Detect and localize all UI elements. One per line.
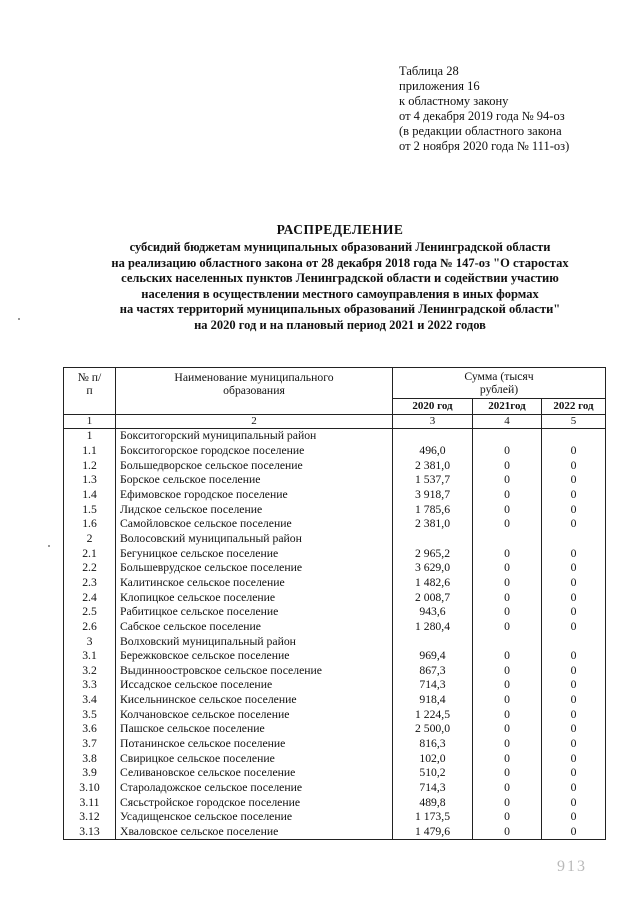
municipality-name: Сясьстройское городское поселение — [116, 795, 393, 810]
municipality-name: Выдинноостровское сельское поселение — [116, 664, 393, 679]
table-row — [64, 620, 606, 635]
table-body — [64, 429, 606, 840]
amount-2021: 0 — [473, 517, 542, 532]
amount-2021: 0 — [473, 810, 542, 825]
amount-2022 — [542, 532, 606, 547]
amount-2021: 0 — [473, 737, 542, 752]
row-number: 1.6 — [64, 517, 116, 532]
amount-2021 — [473, 634, 542, 649]
amount-2020: 1 479,6 — [393, 825, 473, 840]
page-number-stamp: 913 — [557, 858, 587, 875]
amount-2022: 0 — [542, 781, 606, 796]
row-number: 3.3 — [64, 678, 116, 693]
amount-2021: 0 — [473, 664, 542, 679]
table-row — [64, 590, 606, 605]
amount-2021: 0 — [473, 795, 542, 810]
municipality-name: Борское сельское поселение — [116, 473, 393, 488]
row-number: 2 — [64, 532, 116, 547]
amount-2020: 2 500,0 — [393, 722, 473, 737]
year-header: 2021год — [473, 398, 542, 414]
amount-2021: 0 — [473, 576, 542, 591]
amount-2022: 0 — [542, 605, 606, 620]
municipality-name: Волховский муниципальный район — [116, 634, 393, 649]
col-number-label: № п/п — [77, 371, 102, 397]
amount-2020: 918,4 — [393, 693, 473, 708]
amount-2022: 0 — [542, 517, 606, 532]
appendix-line: к областному закону — [399, 94, 509, 108]
amount-2021: 0 — [473, 678, 542, 693]
amount-2022: 0 — [542, 664, 606, 679]
row-number: 3.8 — [64, 751, 116, 766]
table-row — [64, 693, 606, 708]
amount-2022: 0 — [542, 825, 606, 840]
amount-2021: 0 — [473, 546, 542, 561]
amount-2020: 3 629,0 — [393, 561, 473, 576]
table-row — [64, 737, 606, 752]
amount-2021: 0 — [473, 561, 542, 576]
amount-2020 — [393, 634, 473, 649]
amount-2020: 2 381,0 — [393, 517, 473, 532]
amount-2020: 969,4 — [393, 649, 473, 664]
row-number: 2.4 — [64, 590, 116, 605]
amount-2022: 0 — [542, 444, 606, 459]
amount-2020: 867,3 — [393, 664, 473, 679]
table-row — [64, 576, 606, 591]
row-number: 3.9 — [64, 766, 116, 781]
table-row — [64, 517, 606, 532]
amount-2022: 0 — [542, 502, 606, 517]
document-title — [60, 222, 620, 333]
table-row — [64, 458, 606, 473]
row-number: 3.12 — [64, 810, 116, 825]
amount-2020: 1 280,4 — [393, 620, 473, 635]
title-line: на 2020 год и на плановый период 2021 и 2022 годов — [194, 317, 486, 332]
amount-2022 — [542, 634, 606, 649]
row-number: 3.6 — [64, 722, 116, 737]
municipality-name: Большеврудское сельское поселение — [116, 561, 393, 576]
amount-2022: 0 — [542, 693, 606, 708]
amount-2020: 2 965,2 — [393, 546, 473, 561]
municipality-name: Ефимовское городское поселение — [116, 488, 393, 503]
amount-2021: 0 — [473, 751, 542, 766]
municipality-name: Усадищенское сельское поселение — [116, 810, 393, 825]
table-row — [64, 664, 606, 679]
amount-2020: 2 008,7 — [393, 590, 473, 605]
amount-2020: 1 537,7 — [393, 473, 473, 488]
municipality-name: Свирицкое сельское поселение — [116, 751, 393, 766]
col-number-header — [64, 368, 116, 415]
amount-2020: 3 918,7 — [393, 488, 473, 503]
amount-2022: 0 — [542, 795, 606, 810]
amount-2021: 0 — [473, 781, 542, 796]
appendix-line: приложения 16 — [399, 79, 480, 93]
table-header — [64, 368, 606, 429]
table-row — [64, 751, 606, 766]
row-number: 3.7 — [64, 737, 116, 752]
appendix-line: от 4 декабря 2019 года № 94-оз — [399, 109, 565, 123]
municipality-name: Клопицкое сельское поселение — [116, 590, 393, 605]
municipality-name: Бокситогорский муниципальный район — [116, 429, 393, 444]
table-row — [64, 546, 606, 561]
table-row — [64, 605, 606, 620]
row-number: 2.1 — [64, 546, 116, 561]
amount-2022: 0 — [542, 707, 606, 722]
row-number: 1 — [64, 429, 116, 444]
amount-2020 — [393, 532, 473, 547]
row-number: 3.5 — [64, 707, 116, 722]
amount-2022: 0 — [542, 561, 606, 576]
municipality-name: Староладожское сельское поселение — [116, 781, 393, 796]
amount-2021: 0 — [473, 707, 542, 722]
amount-2021: 0 — [473, 722, 542, 737]
column-index: 1 — [64, 415, 116, 429]
amount-2022: 0 — [542, 473, 606, 488]
title-line: субсидий бюджетам муниципальных образований Ленинградской области — [129, 240, 551, 254]
amount-2022: 0 — [542, 751, 606, 766]
amount-2021: 0 — [473, 825, 542, 840]
municipality-name: Сабское сельское поселение — [116, 620, 393, 635]
table-row — [64, 444, 606, 459]
column-index: 4 — [473, 415, 542, 429]
amount-2021: 0 — [473, 590, 542, 605]
amount-2020: 510,2 — [393, 766, 473, 781]
municipality-name: Хваловское сельское поселение — [116, 825, 393, 840]
amount-2021 — [473, 429, 542, 444]
table-row — [64, 781, 606, 796]
row-number: 3.11 — [64, 795, 116, 810]
amount-2020: 1 173,5 — [393, 810, 473, 825]
amount-2022 — [542, 429, 606, 444]
title-line: сельских населенных пунктов Ленинградской области и содействии участию — [121, 271, 559, 285]
scan-speck — [48, 545, 50, 547]
column-index: 2 — [116, 415, 393, 429]
amount-2020: 943,6 — [393, 605, 473, 620]
table-row — [64, 473, 606, 488]
table-row — [64, 722, 606, 737]
row-number: 2.3 — [64, 576, 116, 591]
amount-2021: 0 — [473, 488, 542, 503]
municipality-name: Бегуницкое сельское поселение — [116, 546, 393, 561]
amount-2020: 714,3 — [393, 678, 473, 693]
col-sum-header — [393, 368, 606, 399]
col-name-label: Наименование муниципального образования — [174, 371, 334, 397]
row-number: 1.1 — [64, 444, 116, 459]
title-line: на частях территорий муниципальных образований Ленинградской области" — [119, 302, 561, 316]
amount-2021: 0 — [473, 649, 542, 664]
amount-2022: 0 — [542, 649, 606, 664]
municipality-name: Рабитицкое сельское поселение — [116, 605, 393, 620]
table-row — [64, 429, 606, 444]
amount-2021: 0 — [473, 473, 542, 488]
amount-2022: 0 — [542, 546, 606, 561]
scan-speck — [18, 318, 20, 320]
amount-2020: 714,3 — [393, 781, 473, 796]
municipality-name: Большедворское сельское поселение — [116, 458, 393, 473]
subsidy-table — [63, 367, 606, 840]
appendix-line: Таблица 28 — [399, 64, 459, 78]
amount-2022: 0 — [542, 620, 606, 635]
amount-2022: 0 — [542, 576, 606, 591]
title-line: на реализацию областного закона от 28 декабря 2018 года № 147-оз "О старостах — [111, 255, 569, 270]
table-row — [64, 634, 606, 649]
row-number: 2.5 — [64, 605, 116, 620]
amount-2020 — [393, 429, 473, 444]
municipality-name: Калитинское сельское поселение — [116, 576, 393, 591]
amount-2021: 0 — [473, 444, 542, 459]
municipality-name: Потанинское сельское поселение — [116, 737, 393, 752]
amount-2021: 0 — [473, 502, 542, 517]
column-index: 3 — [393, 415, 473, 429]
row-number: 3.10 — [64, 781, 116, 796]
table-row — [64, 810, 606, 825]
appendix-line: (в редакции областного закона — [399, 124, 562, 138]
row-number: 1.4 — [64, 488, 116, 503]
municipality-name: Кисельнинское сельское поселение — [116, 693, 393, 708]
appendix-reference — [399, 64, 569, 154]
table-row — [64, 825, 606, 840]
amount-2022: 0 — [542, 766, 606, 781]
table-row — [64, 561, 606, 576]
amount-2022: 0 — [542, 488, 606, 503]
amount-2022: 0 — [542, 722, 606, 737]
municipality-name: Пашское сельское поселение — [116, 722, 393, 737]
appendix-line: от 2 ноября 2020 года № 111-оз) — [399, 139, 570, 153]
municipality-name: Волосовский муниципальный район — [116, 532, 393, 547]
row-number: 1.3 — [64, 473, 116, 488]
amount-2020: 496,0 — [393, 444, 473, 459]
amount-2022: 0 — [542, 590, 606, 605]
amount-2020: 2 381,0 — [393, 458, 473, 473]
amount-2020: 1 224,5 — [393, 707, 473, 722]
municipality-name: Самойловское сельское поселение — [116, 517, 393, 532]
title-heading: РАСПРЕДЕЛЕНИЕ — [276, 222, 404, 237]
amount-2022: 0 — [542, 458, 606, 473]
row-number: 3.4 — [64, 693, 116, 708]
amount-2020: 816,3 — [393, 737, 473, 752]
row-number: 2.6 — [64, 620, 116, 635]
table-row — [64, 707, 606, 722]
amount-2020: 489,8 — [393, 795, 473, 810]
title-line: населения в осуществлении местного самоуправления в иных формах — [141, 286, 539, 301]
table-row — [64, 678, 606, 693]
table-row — [64, 488, 606, 503]
row-number: 2.2 — [64, 561, 116, 576]
row-number: 3.1 — [64, 649, 116, 664]
table-row — [64, 795, 606, 810]
amount-2022: 0 — [542, 810, 606, 825]
row-number: 3 — [64, 634, 116, 649]
municipality-name: Бережковское сельское поселение — [116, 649, 393, 664]
col-sum-label: Сумма (тысяч рублей) — [464, 369, 534, 396]
amount-2022: 0 — [542, 678, 606, 693]
amount-2021: 0 — [473, 605, 542, 620]
col-name-header — [116, 368, 393, 415]
municipality-name: Иссадское сельское поселение — [116, 678, 393, 693]
table-row — [64, 502, 606, 517]
municipality-name: Лидское сельское поселение — [116, 502, 393, 517]
amount-2021: 0 — [473, 693, 542, 708]
amount-2020: 1 482,6 — [393, 576, 473, 591]
table-row — [64, 649, 606, 664]
amount-2021 — [473, 532, 542, 547]
year-header: 2022 год — [542, 398, 606, 414]
row-number: 1.2 — [64, 458, 116, 473]
municipality-name: Колчановское сельское поселение — [116, 707, 393, 722]
municipality-name: Селивановское сельское поселение — [116, 766, 393, 781]
amount-2021: 0 — [473, 620, 542, 635]
column-index: 5 — [542, 415, 606, 429]
amount-2020: 102,0 — [393, 751, 473, 766]
table-row — [64, 766, 606, 781]
row-number: 3.2 — [64, 664, 116, 679]
amount-2021: 0 — [473, 766, 542, 781]
row-number: 1.5 — [64, 502, 116, 517]
municipality-name: Бокситогорское городское поселение — [116, 444, 393, 459]
table-row — [64, 532, 606, 547]
year-header: 2020 год — [393, 398, 473, 414]
row-number: 3.13 — [64, 825, 116, 840]
amount-2022: 0 — [542, 737, 606, 752]
amount-2021: 0 — [473, 458, 542, 473]
amount-2020: 1 785,6 — [393, 502, 473, 517]
